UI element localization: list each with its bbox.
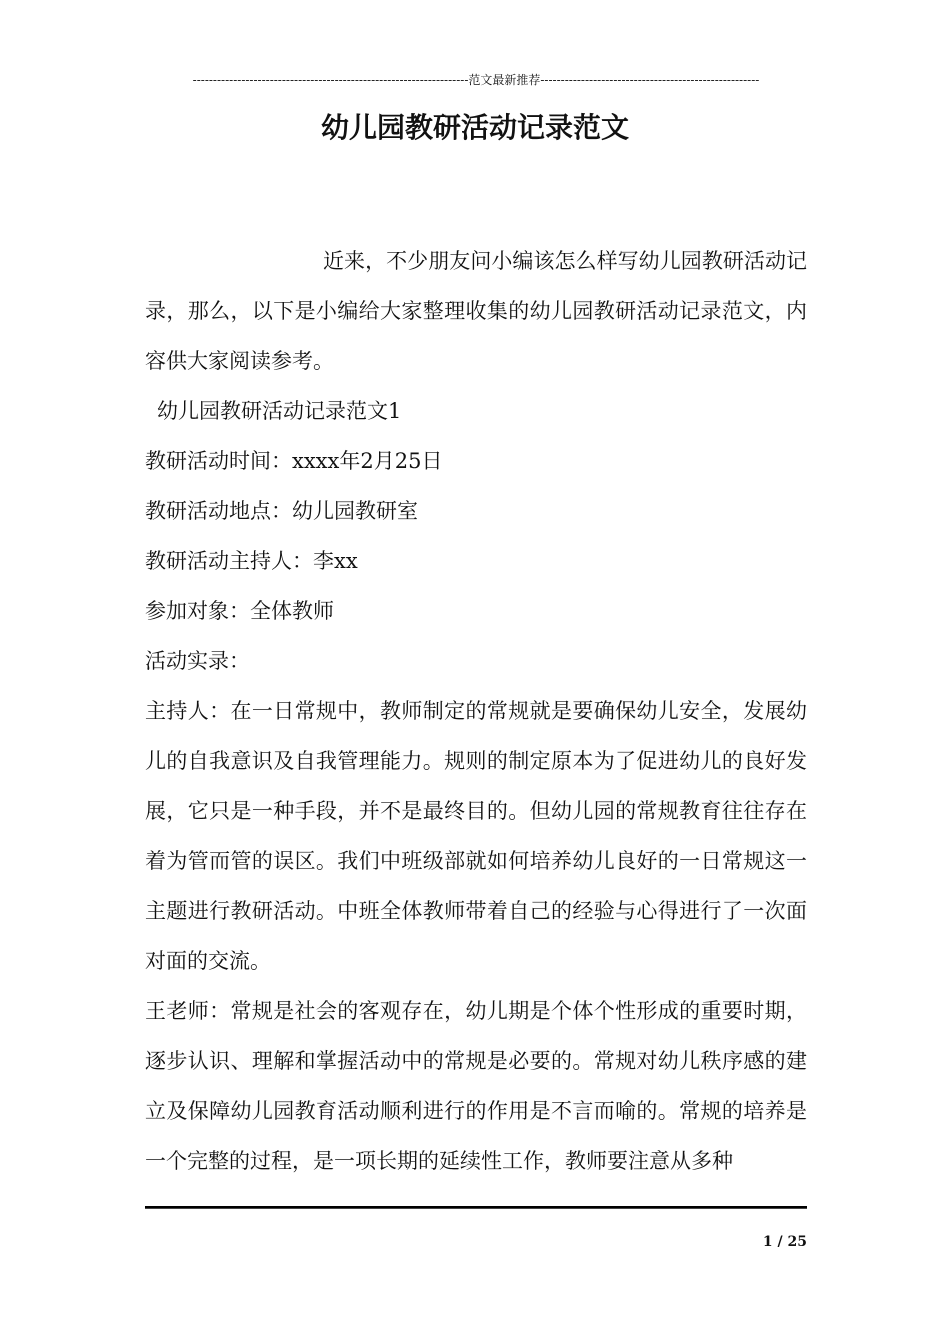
activity-participants: 参加对象：全体教师 [145,599,334,623]
host-speech-paragraph: 主持人：在一日常规中，教师制定的常规就是要确保幼儿安全，发展幼儿的自我意识及自我管理能力。规则的制定原本为了促进幼儿的良好发展，它只是一种手段，并不是最终目的。但幼儿园的常规教育往往存在着为管而管的误区。我们中班级部就如何培养幼儿良好的一日常规这一主题进行教研活动。中班全体教师带着自己的经验与心得进行了一次面对面的交流。 [145,699,807,973]
page-header-banner: --------------------------------------------------------------------范文最新推荐------------------------------------------------------ [192,73,760,87]
activity-time: 教研活动时间：xxxx年2月25日 [145,449,443,473]
teacher-wang-paragraph: 王老师：常规是社会的客观存在，幼儿期是个体个性形成的重要时期，逐步认识、理解和掌握活动中的常规是必要的。常规对幼儿秩序感的建立及保障幼儿园教育活动顺利进行的作用是不言而喻的。常规的培养是一个完整的过程，是一项长期的延续性工作，教师要注意从多种 [145,999,807,1173]
page-number: 1 / 25 [762,1234,807,1250]
footer-divider [145,1206,807,1209]
activity-host: 教研活动主持人：李xx [145,549,358,573]
activity-place: 教研活动地点：幼儿园教研室 [145,499,418,523]
document-body [145,236,807,1186]
section-title: 幼儿园教研活动记录范文1 [157,399,402,423]
record-label: 活动实录： [145,649,250,673]
intro-paragraph: 近来，不少朋友问小编该怎么样写幼儿园教研活动记录，那么，以下是小编给大家整理收集的幼儿园教研活动记录范文，内容供大家阅读参考。 [145,249,807,373]
document-title: 幼儿园教研活动记录范文 [320,111,629,144]
